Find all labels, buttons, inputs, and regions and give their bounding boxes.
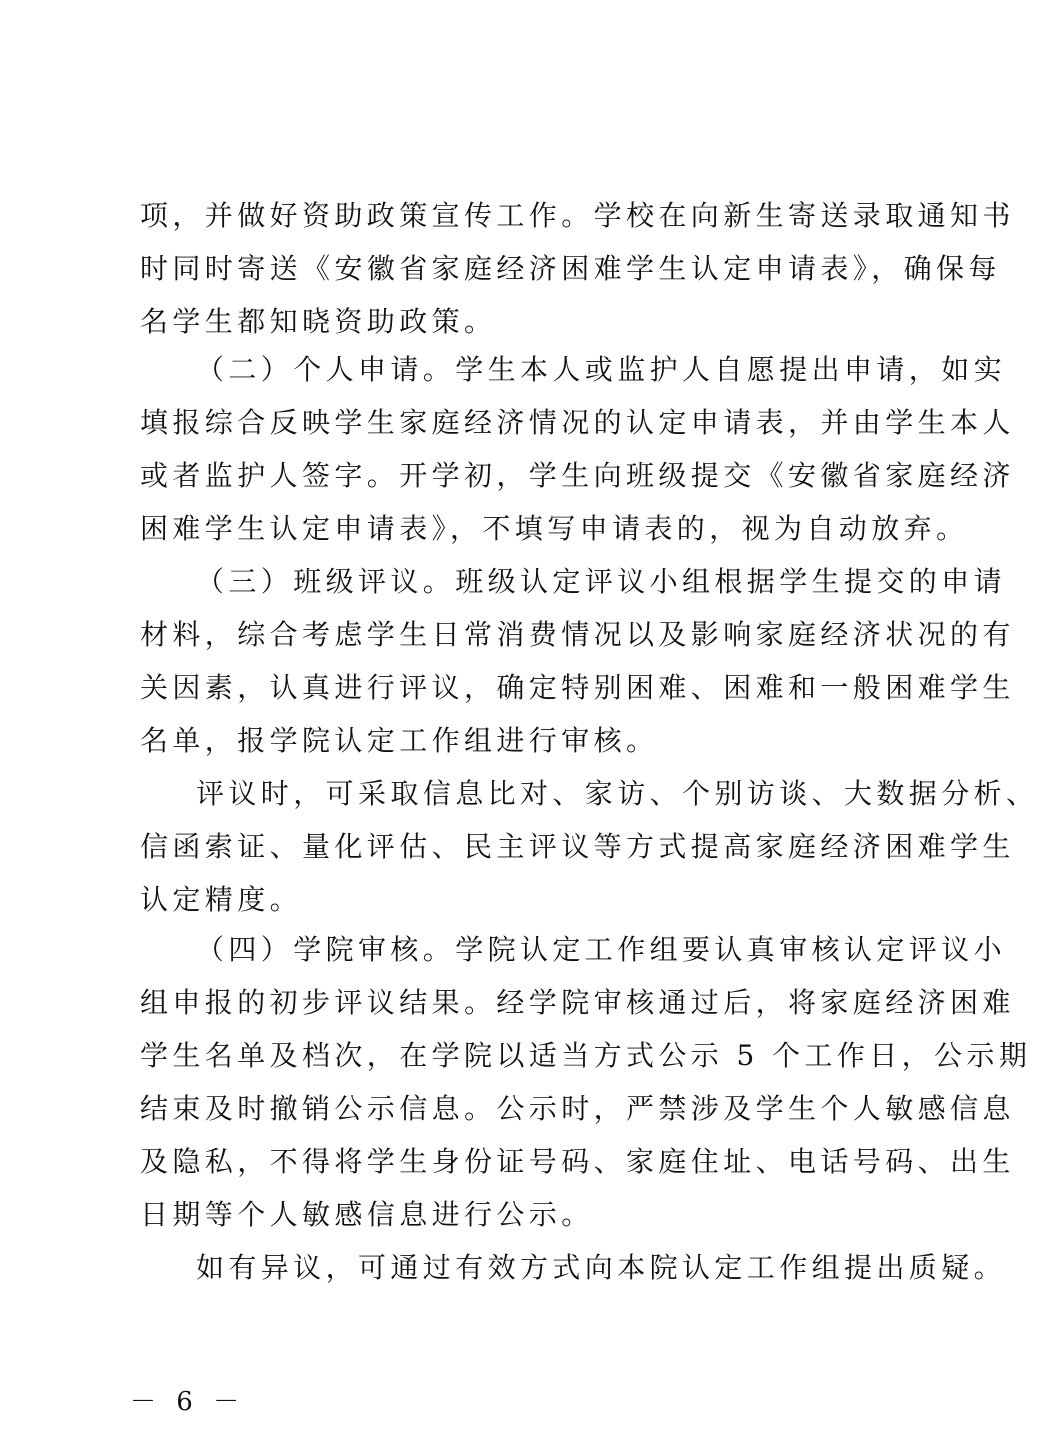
body-text-line: 关因素，认真进行评议，确定特别困难、困难和一般困难学生 <box>140 671 1015 704</box>
body-text-line: 名单，报学院认定工作组进行审核。 <box>140 724 659 757</box>
section-heading-line: （三）班级评议。班级认定评议小组根据学生提交的申请 <box>196 565 1007 598</box>
page-number: － 6 － <box>130 1387 246 1417</box>
paragraph-first-line: 评议时，可采取信息比对、家访、个别访谈、大数据分析、 <box>196 777 1038 810</box>
body-text-line: 结束及时撤销公示信息。公示时，严禁涉及学生个人敏感信息 <box>140 1092 1015 1125</box>
body-text-line: 材料，综合考虑学生日常消费情况以及影响家庭经济状况的有 <box>140 618 1015 651</box>
body-text-line: 或者监护人签字。开学初，学生向班级提交《安徽省家庭经济 <box>140 459 1015 492</box>
section-heading-line: （四）学院审核。学院认定工作组要认真审核认定评议小 <box>196 933 1007 966</box>
body-text-line: 认定精度。 <box>140 883 303 916</box>
section-heading-line: （二）个人申请。学生本人或监护人自愿提出申请，如实 <box>196 353 1007 386</box>
body-text-line: 学生名单及档次，在学院以适当方式公示 5 个工作日，公示期 <box>140 1039 1032 1072</box>
body-text-line: 及隐私，不得将学生身份证号码、家庭住址、电话号码、出生 <box>140 1145 1015 1178</box>
body-text-line: 填报综合反映学生家庭经济情况的认定申请表，并由学生本人 <box>140 406 1015 439</box>
body-text-line: 名学生都知晓资助政策。 <box>140 305 497 338</box>
body-text-line: 困难学生认定申请表》，不填写申请表的，视为自动放弃。 <box>140 512 969 545</box>
body-text-line: 日期等个人敏感信息进行公示。 <box>140 1198 594 1231</box>
body-text-line: 时同时寄送《安徽省家庭经济困难学生认定申请表》，确保每 <box>140 252 1001 285</box>
paragraph-first-line: 如有异议，可通过有效方式向本院认定工作组提出质疑。 <box>196 1251 1007 1284</box>
body-text-line: 项，并做好资助政策宣传工作。学校在向新生寄送录取通知书 <box>140 199 1015 232</box>
body-text-line: 信函索证、量化评估、民主评议等方式提高家庭经济困难学生 <box>140 830 1015 863</box>
body-text-line: 组申报的初步评议结果。经学院审核通过后，将家庭经济困难 <box>140 986 1015 1019</box>
